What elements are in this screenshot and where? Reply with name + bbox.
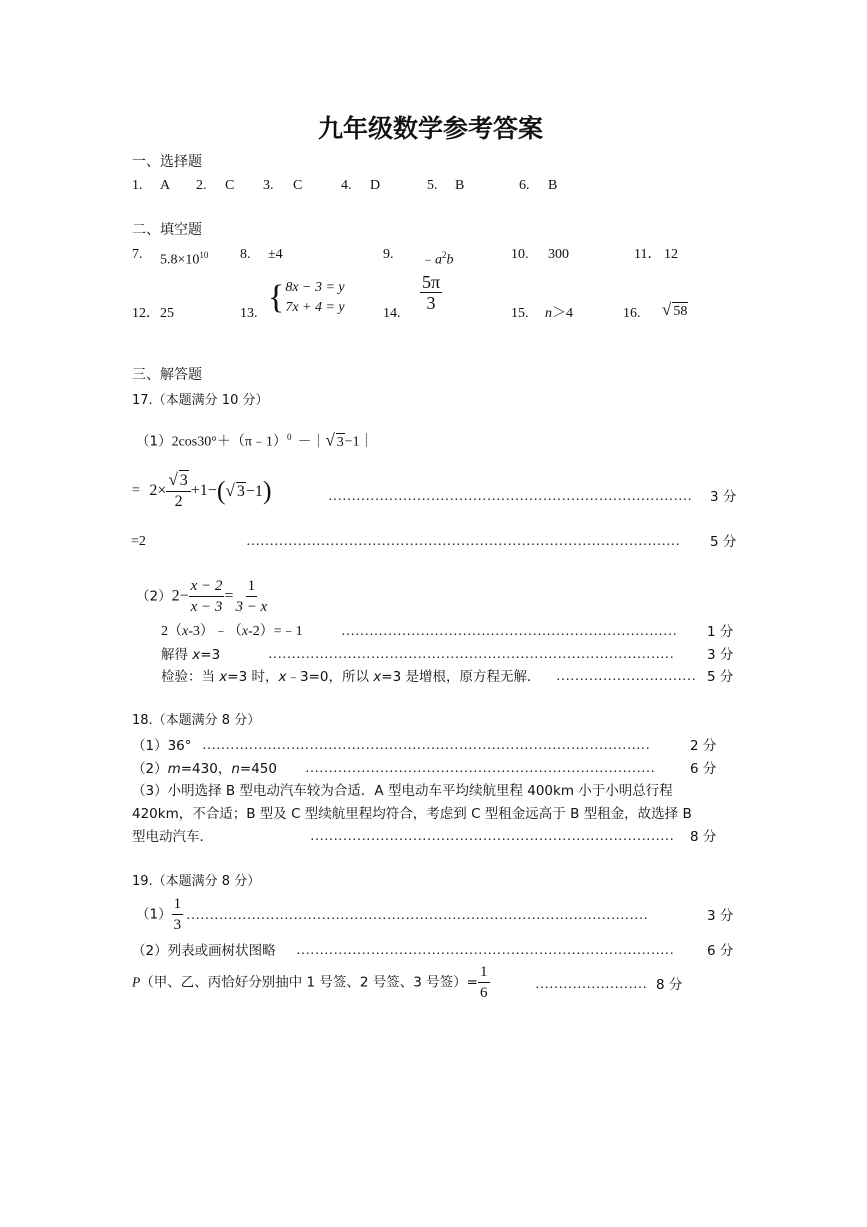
- q18-line2-score: 6 分: [690, 761, 717, 777]
- q17-line3: 检验：当 x=3 时，x﹣3=0，所以 x=3 是增根，原方程无解．: [161, 669, 541, 685]
- q17-line2-dots: ……………………………………………………………………………: [268, 647, 674, 662]
- fill-answer-16-sqrt: √ 58: [662, 300, 688, 319]
- q17-step1: = 2× $\frac{√ 3}{2}$ +1−(√ 3−1): [132, 470, 272, 510]
- q18-line2-dots: …………………………………………………………………: [305, 761, 655, 776]
- choice-answer: A: [160, 178, 171, 193]
- q18-line5: 型电动汽车．: [132, 829, 213, 845]
- q19-line1-score: 3 分: [707, 908, 734, 924]
- fill-number: 10.: [511, 247, 529, 262]
- fill-answer-12: 25: [160, 306, 174, 321]
- choice-answer: B: [455, 178, 465, 193]
- q18-line4: 420km，不合适；B 型及 C 型续航里程均符合，考虑到 C 型租金远高于 B 型租金，故选择 B: [132, 806, 692, 822]
- fill-number: 12．: [132, 306, 160, 321]
- q19-line3-dots: ……………………: [535, 977, 647, 992]
- choice-number: 4.: [341, 178, 352, 193]
- q19-header: 19.（本题满分 8 分）: [132, 874, 261, 889]
- q19-line2-dots: ………………………………………………………………………: [296, 943, 674, 958]
- q17-line1: 2（x-3）﹣（x-2）=﹣1: [161, 624, 303, 639]
- q17-line3-dots: …………………………: [556, 669, 696, 684]
- fill-answer-8: ±4: [268, 247, 283, 262]
- q17-line3-score: 5 分: [707, 669, 734, 685]
- q18-line3: （3）小明选择 B 型电动汽车较为合适．A 型电动车平均续航里程 400km 小于小明总行程: [132, 783, 673, 799]
- choice-number: 5.: [427, 178, 438, 193]
- choice-number: 3.: [263, 178, 274, 193]
- choice-number: 1.: [132, 178, 143, 193]
- fill-number: 13.: [240, 306, 258, 321]
- fill-answer-14-fraction: $\frac{5\pi}{3}$: [422, 272, 441, 313]
- q17-line2: 解得 x=3: [161, 647, 221, 663]
- fill-number: 8.: [240, 247, 251, 262]
- q18-line1: （1）36°: [132, 738, 192, 754]
- fill-answer-7: $5.8\times 10^{10}$: [160, 250, 209, 268]
- fill-number: 16.: [623, 306, 641, 321]
- choice-answer: B: [548, 178, 558, 193]
- q19-line3-score: 8 分: [656, 977, 683, 993]
- q17-step2: =2: [131, 534, 146, 549]
- fill-number: 7.: [132, 247, 143, 262]
- choice-answer: C: [225, 178, 235, 193]
- q18-line5-score: 8 分: [690, 829, 717, 845]
- choice-number: 6.: [519, 178, 530, 193]
- fill-answer-15: n＞4: [545, 306, 573, 321]
- q19-line1: （1） $\frac{1}{3}$: [136, 896, 182, 933]
- fill-number: 14.: [383, 306, 401, 321]
- q18-line1-score: 2 分: [690, 738, 717, 754]
- page-title: 九年级数学参考答案: [318, 114, 544, 143]
- section-heading-solve: 三、解答题: [132, 367, 202, 383]
- q18-line2: （2）m=430，n=450: [132, 761, 277, 777]
- choice-answer: D: [370, 178, 381, 193]
- choice-answer: C: [293, 178, 303, 193]
- section-heading-fill: 二、填空题: [132, 222, 202, 238]
- fill-answer-11: 12: [664, 247, 678, 262]
- q17-step1-score: 3 分: [710, 489, 737, 505]
- section-heading-choice: 一、选择题: [132, 154, 202, 170]
- q17-step2-dots: …………………………………………………………………………………: [246, 534, 680, 549]
- q19-line1-dots: ………………………………………………………………………………………: [186, 908, 648, 923]
- q18-header: 18.（本题满分 8 分）: [132, 713, 261, 728]
- q19-line3: P（甲、乙、丙恰好分别抽中 1 号签、2 号签、3 号签）= $\frac{1}{6}$: [132, 964, 488, 1001]
- fill-number: 11．: [634, 247, 662, 262]
- q19-line2-score: 6 分: [707, 943, 734, 959]
- q17-part1-expression: （1）2cos30°＋（π﹣1）$^0$ －｜√ 3−1｜: [136, 430, 374, 450]
- q17-line1-score: 1 分: [707, 624, 734, 640]
- q17-step1-dots: ……………………………………………………………………: [328, 489, 692, 504]
- q17-header: 17.（本题满分 10 分）: [132, 393, 269, 408]
- fill-answer-9: $﹣a^2b$: [421, 250, 454, 268]
- fill-answer-10: 300: [548, 247, 569, 262]
- q17-line2-score: 3 分: [707, 647, 734, 663]
- fill-number: 15.: [511, 306, 529, 321]
- q17-line1-dots: ………………………………………………………………: [341, 624, 677, 639]
- q17-step2-score: 5 分: [710, 534, 737, 550]
- q19-line2: （2）列表或画树状图略: [132, 943, 276, 959]
- q17-part2-equation: （2）2− $\frac{x - 2}{x - 3}$ = $\frac{1}{3 - x}$: [136, 578, 268, 615]
- choice-number: 2.: [196, 178, 207, 193]
- q18-line1-dots: ……………………………………………………………………………………: [202, 738, 650, 753]
- fill-answer-13-system: { 8x − 3 = y 7x + 4 = y: [268, 279, 345, 316]
- q18-line5-dots: ……………………………………………………………………: [310, 829, 674, 844]
- fill-number: 9.: [383, 247, 394, 262]
